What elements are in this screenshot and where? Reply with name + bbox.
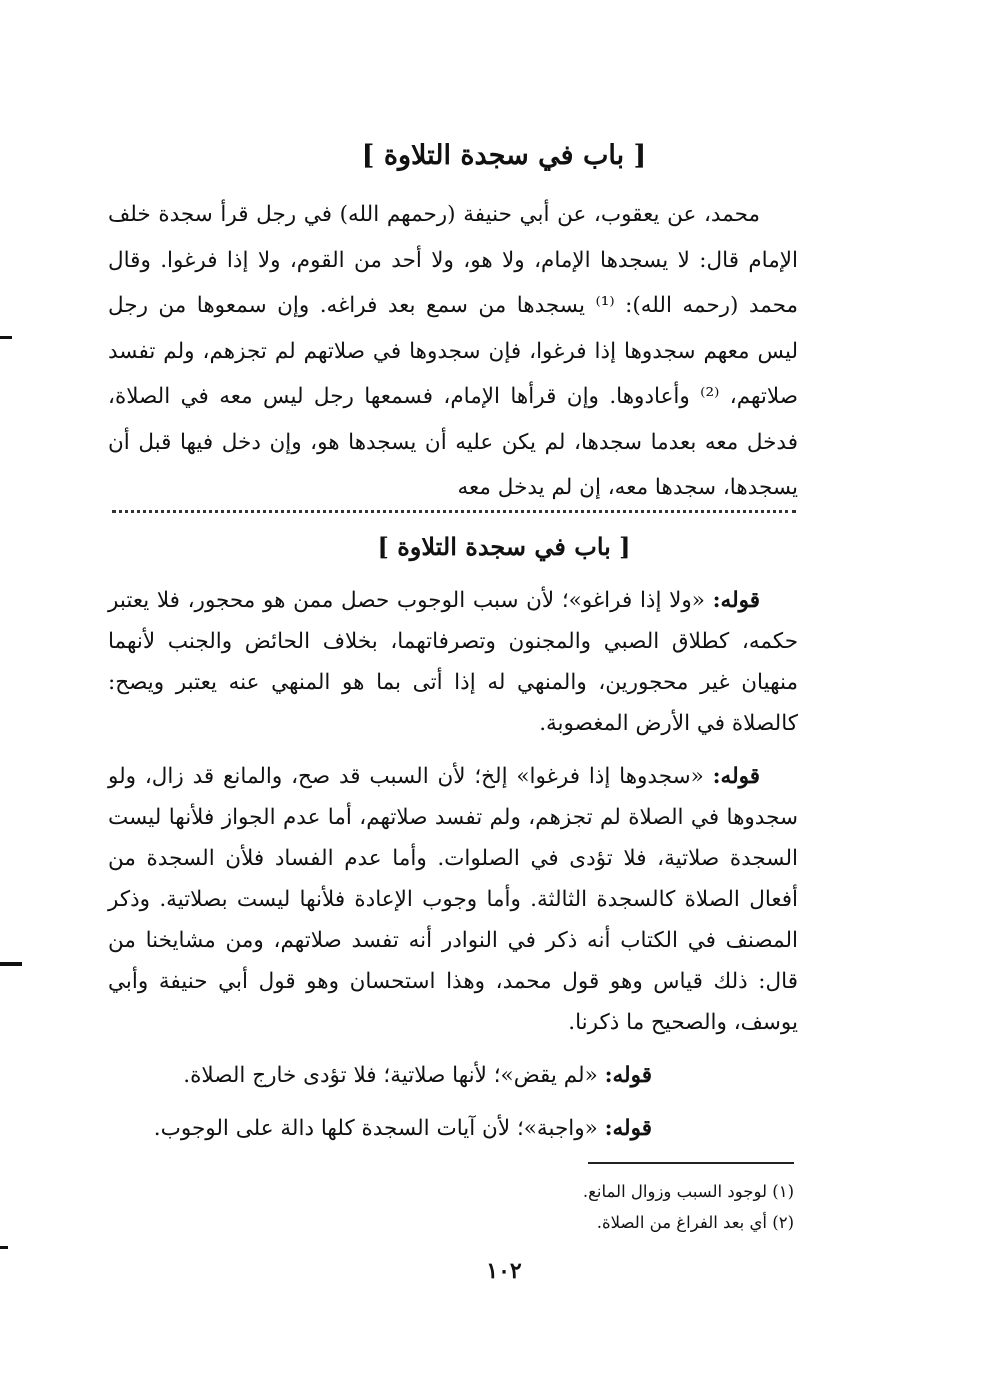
matn-text-block [108, 192, 798, 511]
commentary-text: «لم يقض»؛ لأنها صلاتية؛ فلا تؤدى خارج الصلاة. [183, 1063, 598, 1088]
commentary-paragraph [108, 1108, 798, 1149]
commentary-label: قوله: [604, 1116, 652, 1141]
commentary-text: «واجبة»؛ لأن آيات السجدة كلها دالة على الوجوب. [153, 1116, 598, 1141]
matn-paragraph: محمد، عن يعقوب، عن أبي حنيفة (رحمهم الله) في رجل قرأ سجدة خلف الإمام قال: لا يسجدها الإمام، ولا هو، ولا أحد من القوم، ولا إذا فرغوا. وقال محمد (رحمه الله): ⁽¹⁾ يسجدها من سمع بعد فراغه. وإن سمعوها من رجل ليس معهم سجدوها إذا فرغوا، فإن سجدوها في صلاتهم لم تجزهم، ولم تفسد صلاتهم، ⁽²⁾ وأعادوها. وإن قرأها الإمام، فسمعها رجل ليس معه في الصلاة، فدخل معه بعدما سجدها، لم يكن عليه أن يسجدها هو، وإن دخل فيها قبل أن يسجدها، سجدها معه، إن لم يدخل معه [108, 202, 798, 500]
commentary-paragraph [108, 756, 798, 1043]
margin-mark [0, 962, 22, 966]
footnote-1: (١) لوجود السبب وزوال المانع. [582, 1182, 794, 1201]
chapter-heading: [ باب في سجدة التلاوة ] [361, 140, 647, 171]
commentary-text: «سجدوها إذا فرغوا» إلخ؛ لأن السبب قد صح، والمانع قد زال، ولو سجدوها في الصلاة لم تجزهم، ولم تفسد صلاتهم، أما عدم الجواز فلأنها ليست السجدة صلاتية، فلا تؤدى في الصلوات. وأما عدم الفساد فلأن السجدة من أفعال الصلاة كالسجدة الثالثة. وأما وجوب الإعادة فلأنها ليست بصلاتية. وذكر المصنف في الكتاب أنه ذكر في النوادر أنه تفسد صلاتهم، ومن مشايخنا من قال: ذلك قياس وهو قول محمد، وهذا استحسان وهو قول أبي حنيفة وأبي يوسف، والصحيح ما ذكرنا. [108, 764, 798, 1035]
page-number: ١٠٢ [486, 1258, 522, 1284]
commentary-text: «ولا إذا فراغو»؛ لأن سبب الوجوب حصل ممن هو محجور، فلا يعتبر حكمه، كطلاق الصبي والمجنون وتصرفاتهما، بخلاف الحائض والجنب لأنهما منهيان غير محجورين، والمنهي له إذا أتى بما هو المنهي عنه يعتبر ويصح: كالصلاة في الأرض المغصوبة. [108, 588, 798, 736]
commentary-label: قوله: [712, 588, 761, 613]
footnotes [374, 1176, 794, 1238]
margin-mark [0, 1246, 8, 1249]
commentary-heading: [ باب في سجدة التلاوة ] [377, 532, 631, 561]
commentary-label: قوله: [604, 1063, 652, 1088]
commentary-paragraph [108, 580, 798, 744]
footnote-rule [588, 1162, 794, 1164]
commentary-paragraph [108, 1055, 798, 1096]
commentary-label: قوله: [712, 764, 761, 789]
dotted-separator [112, 510, 796, 513]
footnote-2: (٢) أي بعد الفراغ من الصلاة. [596, 1213, 794, 1232]
margin-mark [0, 336, 12, 339]
commentary-block [108, 580, 798, 1161]
